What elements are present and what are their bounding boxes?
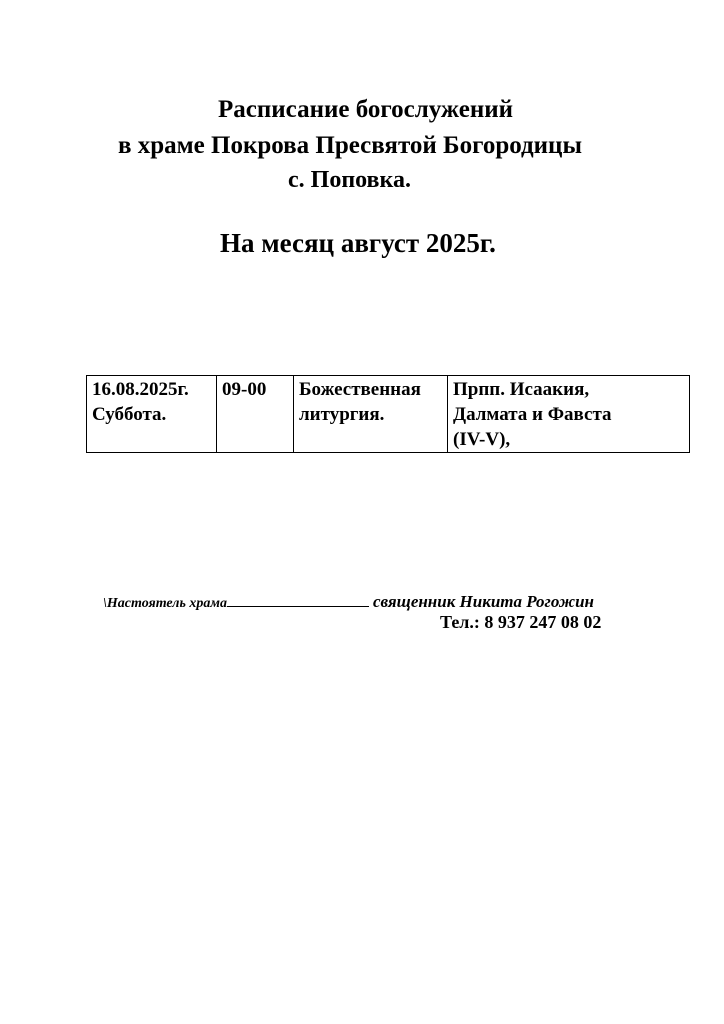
village-name: с. Поповка. [288,167,411,193]
service-date: 16.08.2025г. [92,379,189,400]
date-cell [87,376,217,452]
rector-label: \Настоятель храма [103,596,227,611]
schedule-table [86,375,690,453]
commemoration-line1: Прпп. Исаакия, [453,379,590,400]
service-name-line1: Божественная [299,379,421,400]
service-time: 09-00 [222,379,267,400]
commemoration-cell [448,376,689,452]
church-name: в храме Покрова Пресвятой Богородицы [118,132,582,159]
month-heading: На месяц август 2025г. [220,228,496,258]
signature-block [103,592,594,612]
time-cell [217,376,294,452]
signatory-name: священник Никита Рогожин [372,592,594,611]
commemoration-line3: (IV-V), [453,429,511,450]
phone-number: Тел.: 8 937 247 08 02 [440,612,602,632]
service-weekday: Суббота. [92,404,167,425]
signature-line [227,592,369,607]
service-cell [294,376,448,452]
schedule-title: Расписание богослужений [218,96,514,123]
service-name-line2: литургия. [299,404,385,425]
commemoration-line2: Далмата и Фавста [453,404,612,425]
